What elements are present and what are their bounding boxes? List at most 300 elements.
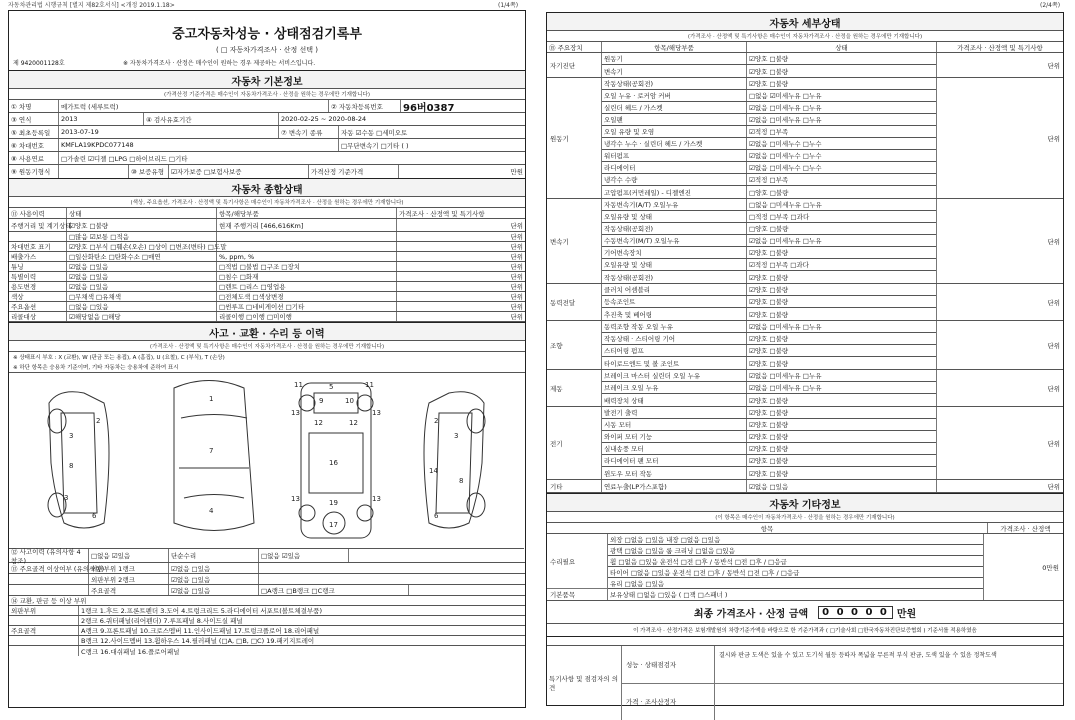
detail-row-state[interactable]: ☑적정 □부족 [747, 126, 936, 137]
summary-row-options[interactable]: □없음 □있음 [67, 302, 217, 311]
summary-row-unit: 단위 [397, 312, 525, 321]
page-number-right: (2/4쪽) [1040, 0, 1060, 9]
car-diagram [9, 373, 524, 549]
detail-row [602, 174, 936, 186]
summary-row-name [9, 232, 67, 241]
summary-row-detail: □적법 □불법 □구조 □장치 [217, 262, 397, 271]
detail-group-name: 원동기 [547, 78, 602, 198]
summary-row-options[interactable]: ☑양호 □불량 [67, 219, 217, 231]
detail-row-state[interactable]: ☑양호 □불량 [747, 284, 936, 295]
detail-row-state[interactable]: ☑양호 □불량 [747, 78, 936, 89]
summary-row [9, 219, 525, 232]
other-note: (이 항목은 매수인이 자동차가격조사 · 산정을 원하는 경우에만 기재합니다) [547, 512, 1063, 523]
detail-row-state[interactable]: ☑양호 □불량 [747, 431, 936, 442]
other-rows [608, 534, 984, 600]
simple-repair-options[interactable]: □없음 ☑있음 [259, 549, 349, 562]
basic-item-label: 기본품목 [547, 589, 607, 600]
svg-text:7: 7 [209, 447, 213, 455]
valid-label: ④ 검사유효기간 [144, 113, 279, 125]
detail-group-unit: 단위 [937, 199, 1063, 283]
detail-row-state[interactable]: ☑양호 □불량 [747, 247, 936, 258]
svg-text:1: 1 [209, 395, 213, 403]
svg-text:13: 13 [372, 409, 381, 417]
detail-row-item: 기어변속장치 [602, 247, 747, 258]
other-title: 자동차 기타정보 [547, 493, 1063, 512]
detail-row [602, 345, 936, 357]
detail-row-state[interactable]: ☑적정 □부족 □과다 [747, 259, 936, 270]
final-price-value: 0 0 0 0 0 [818, 606, 893, 619]
detail-row-item: 자동변속기(A/T) 오일누유 [602, 199, 747, 210]
repair-needed-label: 수리필요 [547, 534, 607, 589]
detail-row-item: 라디에이터 팬 모터 [602, 455, 747, 466]
detail-group [547, 78, 1063, 199]
summary-h-detail: 항목/해당부품 [217, 208, 397, 218]
summary-row-name: 배출가스 [9, 252, 67, 261]
detail-row [602, 259, 936, 271]
detail-row-item: 연료누출(LP가스포함) [602, 480, 747, 492]
rank-c-options[interactable]: ☑없음 □있음 [169, 585, 259, 595]
summary-h-state: 상태 [67, 208, 217, 218]
detail-row [602, 126, 936, 138]
summary-row-detail [217, 232, 397, 241]
frame-label: ⑬ 주요골격 이상여부 (유의사항) [9, 563, 89, 573]
price-label: 가격산정 기준가격 [309, 165, 399, 178]
form-header-left: 자동차관리법 시행규칙 [별지 제82호서식] <개정 2019.1.18> [8, 0, 175, 9]
summary-row-name: 주요옵션 [9, 302, 67, 311]
detail-row-state[interactable]: ☑양호 □불량 [747, 65, 936, 77]
detail-group-unit: 단위 [937, 78, 1063, 198]
detail-row [602, 308, 936, 320]
reg-no-value: 96버0387 [401, 100, 525, 112]
detail-row-item: 클러치 어셈블리 [602, 284, 747, 295]
rank-c-label: 주요골격 [89, 585, 169, 595]
detail-row [602, 138, 936, 150]
detail-row [602, 199, 936, 211]
detail-group-unit: 단위 [937, 407, 1063, 479]
detail-row-state[interactable]: ☑양호 □불량 [747, 333, 936, 344]
detail-row-item: 타이로드엔드 및 볼 조인트 [602, 357, 747, 369]
detail-row-item: 등속조인트 [602, 296, 747, 307]
detail-row [602, 467, 936, 479]
vin-value: KMFLA19KPDC077148 [59, 139, 339, 151]
detail-row-state[interactable]: ☑없음 □미세누유 □누유 [747, 321, 936, 332]
summary-row-detail: 리콜이행 □이행 □미이행 [217, 312, 397, 321]
svg-text:12: 12 [349, 419, 358, 427]
detail-row-item: 오일유량 및 상태 [602, 211, 747, 222]
detail-row-state[interactable]: ☑양호 □불량 [747, 53, 936, 64]
summary-row-unit: 단위 [397, 292, 525, 301]
summary-row-detail [217, 242, 397, 251]
svg-text:10: 10 [345, 397, 354, 405]
detail-row [602, 78, 936, 90]
detail-row [602, 431, 936, 443]
detail-row-item: 고압펌프(커먼레일) - 디젤엔진 [602, 186, 747, 198]
summary-row [9, 312, 525, 322]
fuel-options[interactable]: □가솔린 ☑디젤 □LPG □하이브리드 □기타 [59, 152, 525, 164]
svg-text:12: 12 [314, 419, 323, 427]
summary-row [9, 242, 525, 252]
detail-row-state[interactable]: □양호 □불량 [747, 223, 936, 234]
reg-no-label: ② 자동차등록번호 [329, 100, 401, 112]
detail-row [602, 65, 936, 77]
summary-row-name: 색상 [9, 292, 67, 301]
detail-row-item: 오일 누유 · 로커암 커버 [602, 90, 747, 101]
inspector-label: 성능 · 상태점검자 [622, 646, 715, 683]
detail-group-unit: 단위 [937, 370, 1063, 406]
inspector-opinion: 결시와 판금 도색은 있을 수 있고 도기석 월등 등따자 폭넓을 무른적 부식 판금, 도색 있을 수 있음 정착도색 [715, 646, 1063, 683]
other-h-price: 가격조사 · 산정액 [988, 523, 1063, 533]
detail-row-state[interactable]: ☑없음 □미세누유 □누유 [747, 235, 936, 246]
other-row [608, 556, 983, 567]
other-row-text[interactable]: 광택 □없음 □있음 룸 크리닝 □없음 □있음 [608, 545, 983, 555]
detail-group-name: 조향 [547, 321, 602, 369]
other-row-text[interactable]: 휠 □없음 □있음 운전석 □전 □후 / 동반석 □전 □후 / □응급 [608, 556, 983, 566]
detail-group [547, 199, 1063, 284]
detail-row [602, 235, 936, 247]
summary-row [9, 232, 525, 242]
detail-row-state[interactable]: ☑적정 □부족 [747, 174, 936, 185]
detail-row [602, 382, 936, 394]
summary-row-options[interactable]: □많음 ☑보통 □적음 [67, 232, 217, 241]
fuel-label: ⑧ 사용연료 [9, 152, 59, 164]
detail-row-state[interactable]: ☑없음 □미세누유 □누유 [747, 382, 936, 393]
summary-row-detail: □썬루프 □네비게이션 □기타 [217, 302, 397, 311]
summary-row-detail: □전체도색 □색상변경 [217, 292, 397, 301]
detail-row-state[interactable]: ☑양호 □불량 [747, 308, 936, 320]
detail-row-item: 와이퍼 모터 기능 [602, 431, 747, 442]
detail-row-item: 발전기 출력 [602, 407, 747, 418]
summary-row-options[interactable]: ☑양호 □부식 □훼손(오손) □상이 □변조(변타) □도말 [67, 242, 217, 251]
summary-row-options[interactable]: □일산화탄소 □탄화수소 □매연 [67, 252, 217, 261]
summary-row-unit: 단위 [397, 272, 525, 281]
svg-text:6: 6 [92, 512, 97, 520]
valid-value: 2020-02-25 ~ 2020-08-24 [279, 113, 525, 125]
summary-row [9, 272, 525, 282]
detail-row-item: 냉각수 수량 [602, 174, 747, 185]
summary-row-name: 주행거리 및 계기상태 [9, 219, 67, 231]
summary-h-price: 가격조사 · 산정액 및 특기사항 [397, 208, 525, 218]
detail-row-item: 윈도우 모터 작동 [602, 467, 747, 479]
svg-text:11: 11 [294, 381, 303, 389]
accident-legend-1: ※ 상태표시 부호 : X (교환), W (판금 또는 용접), A (흠집), U (요철), C (부식), T (손상) [9, 352, 525, 362]
detail-row-item: 작동상태(공회전) [602, 223, 747, 234]
accident-legend-2: ※ 하단 항목은 승용차 기준이며, 기타 자동차는 승용차에 준하여 표시 [9, 362, 525, 373]
detail-row [602, 162, 936, 174]
detail-group [547, 284, 1063, 321]
detail-row-item: 냉각수 누수 · 실린더 헤드 / 가스켓 [602, 138, 747, 149]
svg-text:5: 5 [329, 383, 333, 391]
svg-text:3: 3 [69, 432, 73, 440]
special-notes-label: 특기사항 및 점검자의 의견 [547, 646, 622, 720]
detail-group-unit: 단위 [937, 321, 1063, 369]
detail-h-item: 항목/해당부품 [602, 42, 747, 52]
detail-row-state[interactable]: ☑없음 □미세누유 □누유 [747, 114, 936, 125]
svg-text:3: 3 [64, 494, 68, 502]
detail-row [602, 357, 936, 369]
summary-row-options[interactable]: ☑없음 □있음 [67, 272, 217, 281]
outer-rank-1: 1랭크 1.후드 2.프론트펜더 3.도어 4.트렁크리드 5.라디에이터 서포트(볼트체결부품) [79, 606, 525, 615]
rank-a-options[interactable]: ☑없음 □있음 [169, 563, 259, 573]
detail-row-state[interactable]: ☑양호 □불량 [747, 455, 936, 466]
detail-row-item: 워터펌프 [602, 150, 747, 161]
rank-b-label: 외판부위 2랭크 [89, 574, 169, 584]
page-number-left: (1/4쪽) [498, 0, 518, 9]
detail-row [602, 407, 936, 419]
other-row-text[interactable]: 유리 □없음 □있음 [608, 578, 983, 588]
detail-row [602, 370, 936, 382]
svg-text:9: 9 [319, 397, 323, 405]
detail-row-item: 동력조향 작동 오일 누유 [602, 321, 747, 332]
summary-row-options[interactable]: □무채색 □유채색 [67, 292, 217, 301]
detail-row-item: 실린더 헤드 / 가스켓 [602, 102, 747, 113]
summary-row-options[interactable]: ☑없음 □있음 [67, 262, 217, 271]
detail-group [547, 407, 1063, 480]
accident-title: 사고 · 교환 · 수리 등 이력 [9, 322, 525, 341]
summary-row [9, 302, 525, 312]
detail-row [602, 271, 936, 283]
detail-group [547, 321, 1063, 370]
detail-row [602, 455, 936, 467]
detail-row-item: 브레이크 마스터 실린더 오일 누유 [602, 370, 747, 381]
svg-text:13: 13 [291, 409, 300, 417]
engine-label: ⑨ 원동기형식 [9, 165, 59, 178]
svg-text:2: 2 [96, 417, 100, 425]
detail-row [602, 394, 936, 406]
other-row-text[interactable]: 보유상태 □없음 □있음 ( □잭 □스패너 ) [608, 589, 983, 600]
summary-row-detail: □렌트 □리스 □영업용 [217, 282, 397, 291]
detail-row [602, 53, 936, 65]
summary-row [9, 292, 525, 302]
frame-rank-a: A랭크 9.프론트패널 10.크로스멤버 11.인사이드패널 17.트렁크플로어 18.리어패널 [79, 626, 525, 635]
detail-group [547, 53, 1063, 78]
trans-options-2[interactable]: □무단변속기 □기타 ( ) [339, 139, 525, 151]
first-reg-label: ⑤ 최초등록일 [9, 126, 59, 138]
detail-row-state[interactable]: ☑양호 □불량 [747, 357, 936, 369]
detail-row-state[interactable]: ☑양호 □불량 [747, 407, 936, 418]
detail-row-state[interactable]: ☑양호 □불량 [747, 394, 936, 406]
detail-row [602, 90, 936, 102]
vin-label: ⑥ 차대번호 [9, 139, 59, 151]
detail-h-main: ⑮ 주요장치 [547, 42, 602, 52]
detail-row [602, 333, 936, 345]
detail-group-unit: 단위 [937, 480, 1063, 492]
rank-abc-options[interactable]: □A랭크 □B랭크 □C랭크 [259, 585, 409, 595]
other-row-text[interactable]: 외장 □없음 □있음 내장 □없음 □있음 [608, 534, 983, 544]
summary-row-options[interactable]: ☑해당없음 □해당 [67, 312, 217, 321]
detail-row [602, 284, 936, 296]
detail-row [602, 114, 936, 126]
summary-row-name: 용도변경 [9, 282, 67, 291]
basic-info-note: (가격산정 기준가격은 매수인이 자동차가격조사 · 산정을 원하는 경우에만 기재합니다) [9, 89, 525, 100]
detail-row-state[interactable]: ☑없음 □미세누수 □누수 [747, 150, 936, 161]
detail-group-unit: 단위 [937, 284, 1063, 320]
detail-row-state[interactable]: ☑양호 □불량 [747, 467, 936, 479]
rank-b-options[interactable]: ☑없음 □있음 [169, 574, 259, 584]
detail-row [602, 186, 936, 198]
detail-row-item: 작동상태(공회전) [602, 78, 747, 89]
year-label: ③ 연식 [9, 113, 59, 125]
trans-options[interactable]: 자동 ☑수동 □세미오토 [339, 126, 525, 138]
detail-row-item: 시동 모터 [602, 419, 747, 430]
detail-row-item: 작동상태 · 스티어링 기어 [602, 333, 747, 344]
detail-note: (가격조사 · 산정액 및 특기사항은 매수인이 자동차가격조사 · 산정을 원하는 경우에만 기재합니다) [547, 31, 1063, 42]
simple-repair-label: 단순수리 [169, 549, 259, 562]
detail-group-unit: 단위 [937, 53, 1063, 77]
summary-row-unit: 단위 [397, 302, 525, 311]
summary-title: 자동차 종합상태 [9, 179, 525, 197]
detail-row-state[interactable]: ☑양호 □불량 [747, 296, 936, 307]
detail-row [602, 321, 936, 333]
detail-row-item: 원동기 [602, 53, 747, 64]
final-price-label: 최종 가격조사 · 산정 금액 [694, 605, 808, 620]
document-number: 제 9420001128호 [13, 58, 123, 67]
main-frame-label: 주요골격 [9, 626, 79, 635]
svg-text:14: 14 [429, 467, 438, 475]
detail-group-name: 동력전달 [547, 284, 602, 320]
other-price-value: 0만원 [984, 534, 1063, 600]
detail-row [602, 419, 936, 431]
detail-row-state[interactable]: ☑없음 □미세누수 □누수 [747, 138, 936, 149]
summary-h-item: ⑪ 사용이력 [9, 208, 67, 218]
detail-row [602, 150, 936, 162]
detail-group [547, 480, 1063, 493]
detail-h-price: 가격조사 · 산정액 및 특기사항 [937, 42, 1063, 52]
summary-row-name: 차대번호 표기 [9, 242, 67, 251]
detail-row-item: 오일팬 [602, 114, 747, 125]
svg-text:3: 3 [454, 432, 458, 440]
summary-row-detail: 현재 주행거리 [466,616Km] [217, 219, 397, 231]
detail-rows [547, 53, 1063, 493]
summary-row-name: 리콜대상 [9, 312, 67, 321]
outer-label: 외판부위 [9, 606, 79, 615]
detail-group-name: 기타 [547, 480, 602, 492]
summary-row-unit: 단위 [397, 252, 525, 261]
detail-row-state[interactable]: ☑양호 □불량 [747, 419, 936, 430]
summary-note: (색상, 주요옵션, 가격조사 · 산정액 및 특기사항은 매수인이 자동차가격조사 · 산정을 원하는 경우에만 기재합니다) [9, 197, 525, 208]
abnormal-parts-label: ⑭ 교환, 판금 등 이상 부위 [9, 596, 525, 605]
car-name-value: 메가트럭 (세루트럭) [59, 100, 329, 112]
svg-text:13: 13 [372, 495, 381, 503]
detail-group-name: 제동 [547, 370, 602, 406]
detail-row-item: 라디에이터 [602, 162, 747, 173]
final-price-note: 이 가격조사 · 산정가격은 보험개발원의 차량기준가액을 바탕으로 한 기준가격과 ( □기술사회 □한국자동차진단보증협회 ) 기준서를 적용하였음 [547, 624, 1063, 637]
detail-row [602, 480, 936, 492]
detail-row-state[interactable]: ☑양호 □불량 [747, 271, 936, 283]
detail-row-item: 작동상태(공회전) [602, 271, 747, 283]
document-title: 중고자동차성능 · 상태점검기록부 [9, 11, 525, 42]
warranty-options[interactable]: ☑자가보증 □보험사보증 [169, 165, 309, 178]
rank-a-label: 외판부위 1랭크 [89, 563, 169, 573]
outer-rank-2: 2랭크 6.쿼터패널(리어펜더) 7.루프패널 8.사이드실 패널 [79, 616, 525, 625]
summary-row-unit: 단위 [397, 219, 525, 231]
svg-text:19: 19 [329, 499, 338, 507]
other-row [608, 545, 983, 556]
car-name-label: ① 차명 [9, 100, 59, 112]
detail-row-state[interactable]: □양호 □불량 [747, 186, 936, 198]
detail-row-state[interactable]: ☑없음 □미세누유 □누유 [747, 102, 936, 113]
summary-row-name: 특별이력 [9, 272, 67, 281]
detail-row-item: 배력장치 상태 [602, 394, 747, 406]
summary-row [9, 282, 525, 292]
detail-group [547, 370, 1063, 407]
detail-row-state[interactable]: ☑양호 □불량 [747, 443, 936, 454]
basic-info-title: 자동차 기본정보 [9, 71, 525, 89]
detail-row-state[interactable]: □적정 □부족 □과다 [747, 211, 936, 222]
detail-row-item: 실내송풍 모터 [602, 443, 747, 454]
detail-row-state[interactable]: ☑양호 □불량 [747, 345, 936, 356]
summary-row-unit: 단위 [397, 282, 525, 291]
summary-row-detail: □침수 □화재 [217, 272, 397, 281]
price-unit: 만원 [399, 165, 525, 178]
detail-h-state: 상태 [747, 42, 937, 52]
warranty-label: ⑩ 보증유형 [129, 165, 169, 178]
summary-row-name: 튜닝 [9, 262, 67, 271]
price-survey-option[interactable]: ( □ 자동차가격조사 · 산정 선택 ) [9, 45, 525, 55]
detail-row [602, 102, 936, 114]
detail-group-name: 자기진단 [547, 53, 602, 77]
summary-row-unit: 단위 [397, 232, 525, 241]
other-h-item: 항목 [547, 523, 988, 533]
summary-row [9, 252, 525, 262]
summary-rows [9, 219, 525, 322]
page-one [8, 10, 526, 708]
detail-row-state[interactable]: ☑없음 □있음 [747, 480, 936, 492]
summary-row-unit: 단위 [397, 262, 525, 271]
summary-row-options[interactable]: ☑없음 □있음 [67, 282, 217, 291]
accident-note: (가격조사 · 산정액 및 특기사항은 매수인이 자동차가격조사 · 산정을 원하는 경우에만 기재합니다) [9, 341, 525, 352]
detail-row [602, 443, 936, 455]
page-two [546, 12, 1064, 706]
detail-title: 자동차 세부상태 [547, 13, 1063, 31]
svg-text:13: 13 [291, 495, 300, 503]
svg-text:16: 16 [329, 459, 338, 467]
detail-row-item: 수동변속기(M/T) 오일누유 [602, 235, 747, 246]
frame-rank-c: C랭크 16.대쉬패널 16.플로어패널 [79, 646, 525, 656]
final-price-unit: 만원 [897, 605, 916, 620]
svg-text:8: 8 [459, 477, 463, 485]
detail-group-name: 변속기 [547, 199, 602, 283]
other-row [608, 578, 983, 589]
detail-row-state[interactable]: ☑없음 □미세누유 □누유 [747, 370, 936, 381]
detail-row-state[interactable]: □없음 □미세누유 □누유 [747, 199, 936, 210]
svg-text:8: 8 [69, 462, 73, 470]
svg-text:6: 6 [434, 512, 439, 520]
detail-row-item: 스티어링 펌프 [602, 345, 747, 356]
accident-history-options[interactable]: □없음 ☑있음 [89, 549, 169, 562]
detail-row-state[interactable]: □없음 ☑미세누유 □누유 [747, 90, 936, 101]
document-notice: ※ 자동차가격조사 · 산정은 매수인이 원하는 경우 제공하는 서비스입니다. [123, 58, 315, 67]
summary-row-unit: 단위 [397, 242, 525, 251]
detail-group-name: 전기 [547, 407, 602, 479]
detail-row [602, 223, 936, 235]
other-row [608, 567, 983, 578]
detail-row-state[interactable]: ☑없음 □미세누수 □누수 [747, 162, 936, 173]
accident-history-label: ⑫ 사고이력 (유의사항 4 참조) [9, 549, 89, 562]
summary-row-detail: %, ppm, % [217, 252, 397, 261]
trans-label: ⑦ 변속기 종류 [279, 126, 339, 138]
detail-row [602, 296, 936, 308]
other-row [608, 589, 983, 600]
detail-row-item: 브레이크 오일 누유 [602, 382, 747, 393]
frame-rank-b: B랭크 12.사이드멤버 13.휠하우스 14.필러패널 (□A, □B, □C) 19.패키지트레이 [79, 636, 525, 645]
year-value: 2013 [59, 113, 144, 125]
other-row-text[interactable]: 타이어 □없음 □있음 운전석 □전 □후 / 동반석 □전 □후 / □응급 [608, 567, 983, 577]
detail-row-item: 추진축 및 베어링 [602, 308, 747, 320]
svg-text:17: 17 [329, 521, 338, 529]
svg-text:4: 4 [209, 507, 214, 515]
first-reg-value: 2013-07-19 [59, 126, 279, 138]
summary-row [9, 262, 525, 272]
